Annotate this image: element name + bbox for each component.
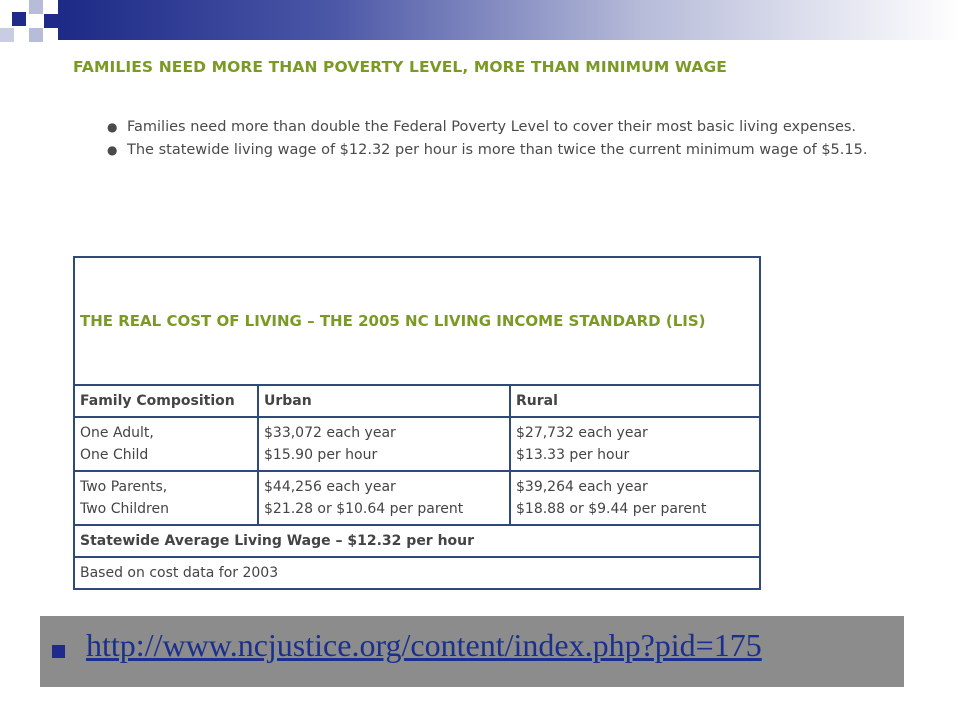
bullet-list xyxy=(105,116,880,162)
section-heading: FAMILIES NEED MORE THAN POVERTY LEVEL, MORE THAN MINIMUM WAGE xyxy=(73,58,727,76)
bullet-dot-icon: ● xyxy=(107,143,118,157)
bullet-text: Families need more than double the Federal Poverty Level to cover their most basic living expenses. xyxy=(127,119,857,135)
list-item xyxy=(105,116,880,139)
cell-line: $39,264 each year xyxy=(516,479,648,495)
source-link[interactable]: http://www.ncjustice.org/content/index.php?pid=175 xyxy=(86,627,762,663)
table-header-row xyxy=(74,385,760,417)
list-item xyxy=(105,139,880,162)
cell-line: Two Parents, xyxy=(80,479,168,495)
corner-square xyxy=(29,0,43,14)
table-cell xyxy=(510,471,760,525)
statewide-wage-cell: Statewide Average Living Wage – $12.32 per hour xyxy=(74,525,760,557)
column-header: Family Composition xyxy=(74,385,258,417)
cell-line: Two Children xyxy=(80,501,169,517)
table-title: THE REAL COST OF LIVING – THE 2005 NC LIVING INCOME STANDARD (LIS) xyxy=(74,257,760,385)
table-cell xyxy=(510,417,760,471)
cell-line: One Child xyxy=(80,447,149,463)
corner-square xyxy=(44,14,58,28)
header-bar xyxy=(58,0,960,40)
table-row xyxy=(74,471,760,525)
column-header: Rural xyxy=(510,385,760,417)
table-cell xyxy=(74,417,258,471)
square-bullet-icon xyxy=(52,645,65,658)
table-note: Based on cost data for 2003 xyxy=(74,557,760,589)
column-header: Urban xyxy=(258,385,510,417)
table-row xyxy=(74,525,760,557)
corner-square xyxy=(12,12,26,26)
cell-line: $13.33 per hour xyxy=(516,447,630,463)
table-row xyxy=(74,557,760,589)
corner-square xyxy=(0,28,14,42)
cell-line: $33,072 each year xyxy=(264,425,396,441)
cell-line: $18.88 or $9.44 per parent xyxy=(516,501,707,517)
table-cell xyxy=(74,471,258,525)
table-row xyxy=(74,417,760,471)
cell-line: $21.28 or $10.64 per parent xyxy=(264,501,464,517)
living-income-table xyxy=(73,256,761,590)
table-title-row xyxy=(74,257,760,385)
table-cell xyxy=(258,471,510,525)
bullet-text: The statewide living wage of $12.32 per hour is more than twice the current minimum wage of $5.15. xyxy=(127,142,868,158)
cell-line: $27,732 each year xyxy=(516,425,648,441)
table-cell xyxy=(258,417,510,471)
cell-line: $44,256 each year xyxy=(264,479,396,495)
cell-line: $15.90 per hour xyxy=(264,447,378,463)
corner-square xyxy=(29,28,43,42)
bullet-dot-icon: ● xyxy=(107,120,118,134)
cell-line: One Adult, xyxy=(80,425,154,441)
